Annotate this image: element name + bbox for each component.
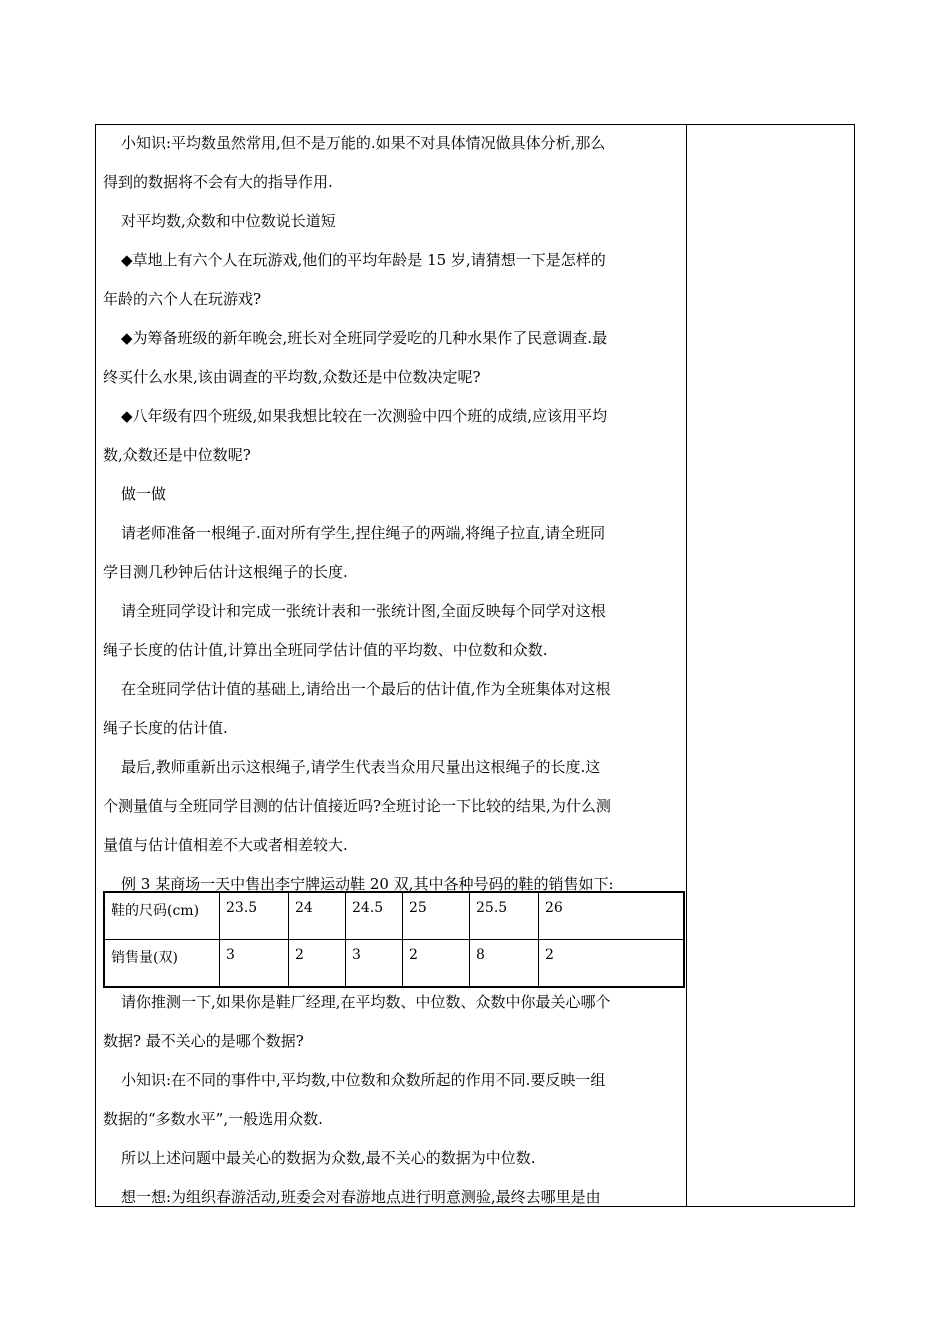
table-cell: 23.5 [220, 892, 289, 940]
paragraph-q3: ◆八年级有四个班级,如果我想比较在一次测验中四个班的成绩,应该用平均 [121, 407, 608, 425]
table-cell: 8 [470, 940, 539, 988]
paragraph-manager-question-cont: 数据? 最不关心的是哪个数据? [103, 1032, 304, 1050]
table-cell: 2 [403, 940, 470, 988]
paragraph-activity-2: 请全班同学设计和完成一张统计表和一张统计图,全面反映每个同学对这根 [121, 602, 606, 620]
table-cell: 25 [403, 892, 470, 940]
paragraph-tip-1: 小知识:平均数虽然常用,但不是万能的.如果不对具体情况做具体分析,那么 [121, 134, 606, 152]
paragraph-q2-cont: 终买什么水果,该由调查的平均数,众数还是中位数决定呢? [103, 368, 481, 386]
paragraph-activity-4-cont2: 量值与估计值相差不大或者相差较大. [103, 836, 348, 854]
paragraph-activity-3: 在全班同学估计值的基础上,请给出一个最后的估计值,作为全班集体对这根 [121, 680, 611, 698]
table-cell: 26 [539, 892, 685, 940]
paragraph-activity-1-cont: 学目测几秒钟后估计这根绳子的长度. [103, 563, 348, 581]
paragraph-manager-question: 请你推测一下,如果你是鞋厂经理,在平均数、中位数、众数中你最关心哪个 [121, 993, 611, 1011]
paragraph-think: 想一想:为组织春游活动,班委会对春游地点进行明意测验,最终去哪里是由 [121, 1188, 601, 1206]
paragraph-tip-1-cont: 得到的数据将不会有大的指导作用. [103, 173, 333, 191]
paragraph-q3-cont: 数,众数还是中位数呢? [103, 446, 251, 464]
paragraph-conclusion: 所以上述问题中最关心的数据为众数,最不关心的数据为中位数. [121, 1149, 536, 1167]
table-cell: 2 [289, 940, 346, 988]
table-cell: 24.5 [346, 892, 403, 940]
paragraph-q2: ◆为筹备班级的新年晚会,班长对全班同学爱吃的几种水果作了民意调查.最 [121, 329, 608, 347]
paragraph-activity-1: 请老师准备一根绳子.面对所有学生,捏住绳子的两端,将绳子拉直,请全班同 [121, 524, 606, 542]
after-table-content [103, 983, 683, 1217]
table-row [104, 940, 684, 988]
column-divider [686, 124, 687, 1207]
table-cell: 鞋的尺码(cm) [104, 892, 220, 940]
table-row [104, 892, 684, 940]
table-cell: 3 [346, 940, 403, 988]
paragraph-activity-4: 最后,教师重新出示这根绳子,请学生代表当众用尺量出这根绳子的长度.这 [121, 758, 601, 776]
paragraph-activity-4-cont: 个测量值与全班同学目测的估计值接近吗?全班讨论一下比较的结果,为什么测 [103, 797, 611, 815]
table-cell: 2 [539, 940, 685, 988]
paragraph-q1-cont: 年龄的六个人在玩游戏? [103, 290, 262, 308]
paragraph-q1: ◆草地上有六个人在玩游戏,他们的平均年龄是 15 岁,请猜想一下是怎样的 [121, 251, 606, 269]
table-cell: 25.5 [470, 892, 539, 940]
main-content [103, 124, 683, 904]
paragraph-activity-3-cont: 绳子长度的估计值. [103, 719, 228, 737]
table-cell: 销售量(双) [104, 940, 220, 988]
table-cell: 24 [289, 892, 346, 940]
shoe-sales-table [103, 891, 685, 988]
paragraph-example-3: 例 3 某商场一天中售出李宁牌运动鞋 20 双,其中各种号码的鞋的销售如下: [121, 875, 614, 893]
table-cell: 3 [220, 940, 289, 988]
heading-compare: 对平均数,众数和中位数说长道短 [121, 212, 336, 230]
paragraph-activity-2-cont: 绳子长度的估计值,计算出全班同学估计值的平均数、中位数和众数. [103, 641, 548, 659]
paragraph-tip-2: 小知识:在不同的事件中,平均数,中位数和众数所起的作用不同.要反映一组 [121, 1071, 606, 1089]
paragraph-tip-2-cont: 数据的“多数水平”,一般选用众数. [103, 1110, 323, 1128]
heading-activity: 做一做 [121, 485, 167, 503]
